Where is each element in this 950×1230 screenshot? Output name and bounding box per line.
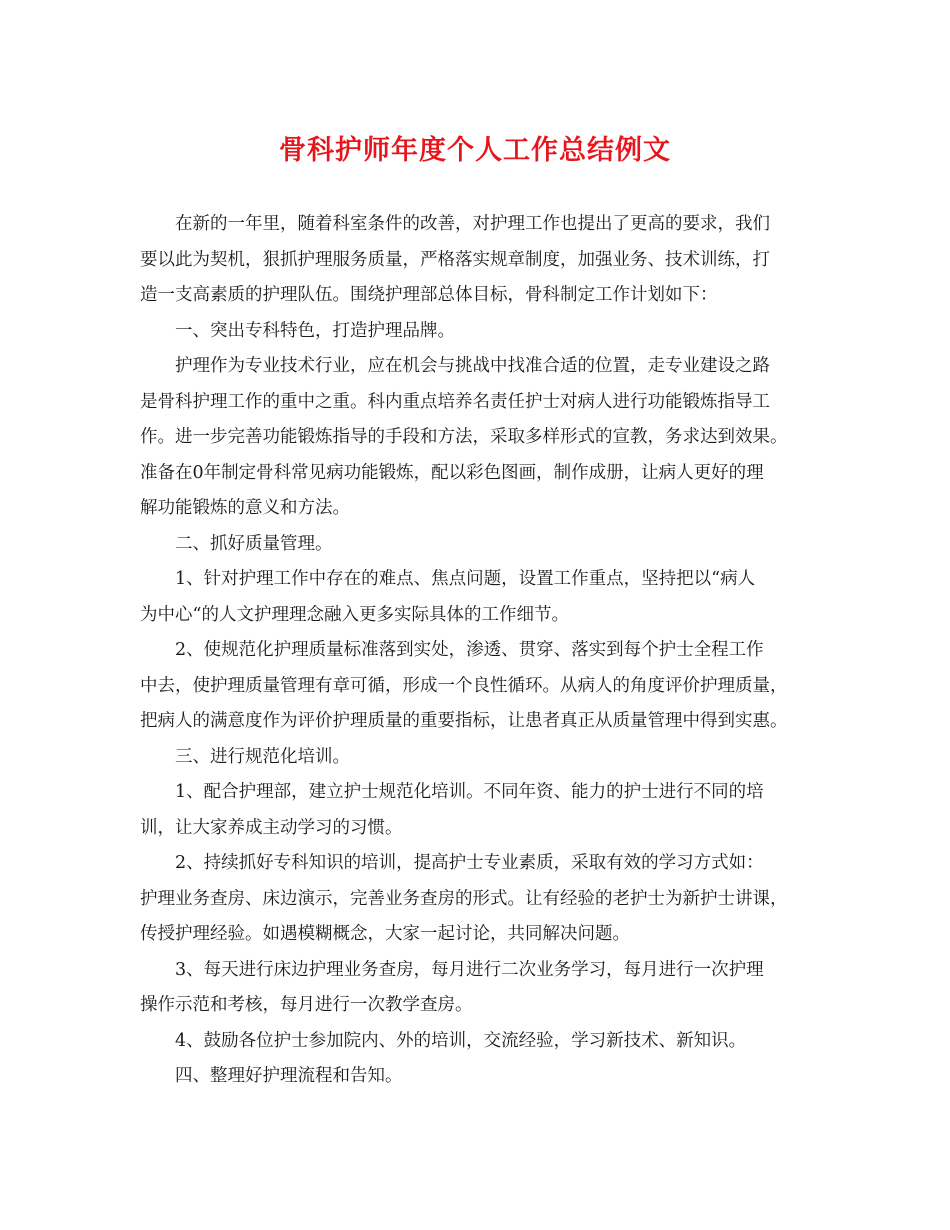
text-line: 把病人的满意度作为评价护理质量的重要指标，让患者真正从质量管理中得到实惠。 (140, 711, 788, 731)
text-line: 三、进行规范化培训。 (175, 746, 350, 767)
text-line: 操作示范和考核，每月进行一次教学查房。 (140, 995, 473, 1015)
document-body (140, 207, 830, 1095)
text-line: 二、抓好质量管理。 (175, 533, 333, 554)
text-line: 一、突出专科特色，打造护理品牌。 (175, 320, 455, 341)
text-line: 为中心“的人文护理理念融入更多实际具体的工作细节。 (140, 604, 569, 625)
text-line: 准备在0年制定骨科常见病功能锻炼，配以彩色图画，制作成册，让病人更好的理 (140, 462, 764, 483)
text-line: 在新的一年里，随着科室条件的改善，对护理工作也提出了更高的要求，我们 (175, 214, 770, 234)
text-line: 训，让大家养成主动学习的习惯。 (140, 817, 403, 838)
text-line: 中去，使护理质量管理有章可循，形成一个良性循环。从病人的角度评价护理质量， (140, 675, 788, 696)
text-line: 作。进一步完善功能锻炼指导的手段和方法，采取多样形式的宣教，务求达到效果。 (140, 427, 788, 447)
text-line: 传授护理经验。如遇模糊概念，大家一起讨论，共同解决问题。 (140, 924, 630, 944)
text-line: 解功能锻炼的意义和方法。 (140, 498, 350, 518)
text-line: 护理业务查房、床边演示，完善业务查房的形式。让有经验的老护士为新护士讲课， (140, 888, 788, 909)
text-line: 2、持续抓好专科知识的培训，提高护士专业素质，采取有效的学习方式如： (175, 853, 764, 873)
text-line: 4、鼓励各位护士参加院内、外的培训，交流经验，学习新技术、新知识。 (175, 1030, 747, 1051)
document-title: 骨科护师年度个人工作总结例文 (279, 135, 671, 166)
text-line: 是骨科护理工作的重中之重。科内重点培养名责任护士对病人进行功能锻炼指导工 (140, 391, 770, 412)
text-line: 四、整理好护理流程和告知。 (175, 1066, 403, 1086)
text-line: 要以此为契机，狠抓护理服务质量，严格落实规章制度，加强业务、技术训练，打 (140, 249, 770, 270)
text-line: 护理作为专业技术行业，应在机会与挑战中找准合适的位置，走专业建设之路 (175, 356, 770, 376)
text-line: 1、针对护理工作中存在的难点、焦点问题，设置工作重点，坚持把以“病人 (175, 569, 756, 589)
text-line: 1、配合护理部，建立护士规范化培训。不同年资、能力的护士进行不同的培 (175, 782, 764, 802)
text-line: 造一支高素质的护理队伍。围绕护理部总体目标，骨科制定工作计划如下： (140, 285, 718, 305)
text-line: 2、使规范化护理质量标准落到实处，渗透、贯穿、落实到每个护士全程工作 (175, 640, 764, 660)
text-line: 3、每天进行床边护理业务查房，每月进行二次业务学习，每月进行一次护理 (175, 959, 764, 980)
